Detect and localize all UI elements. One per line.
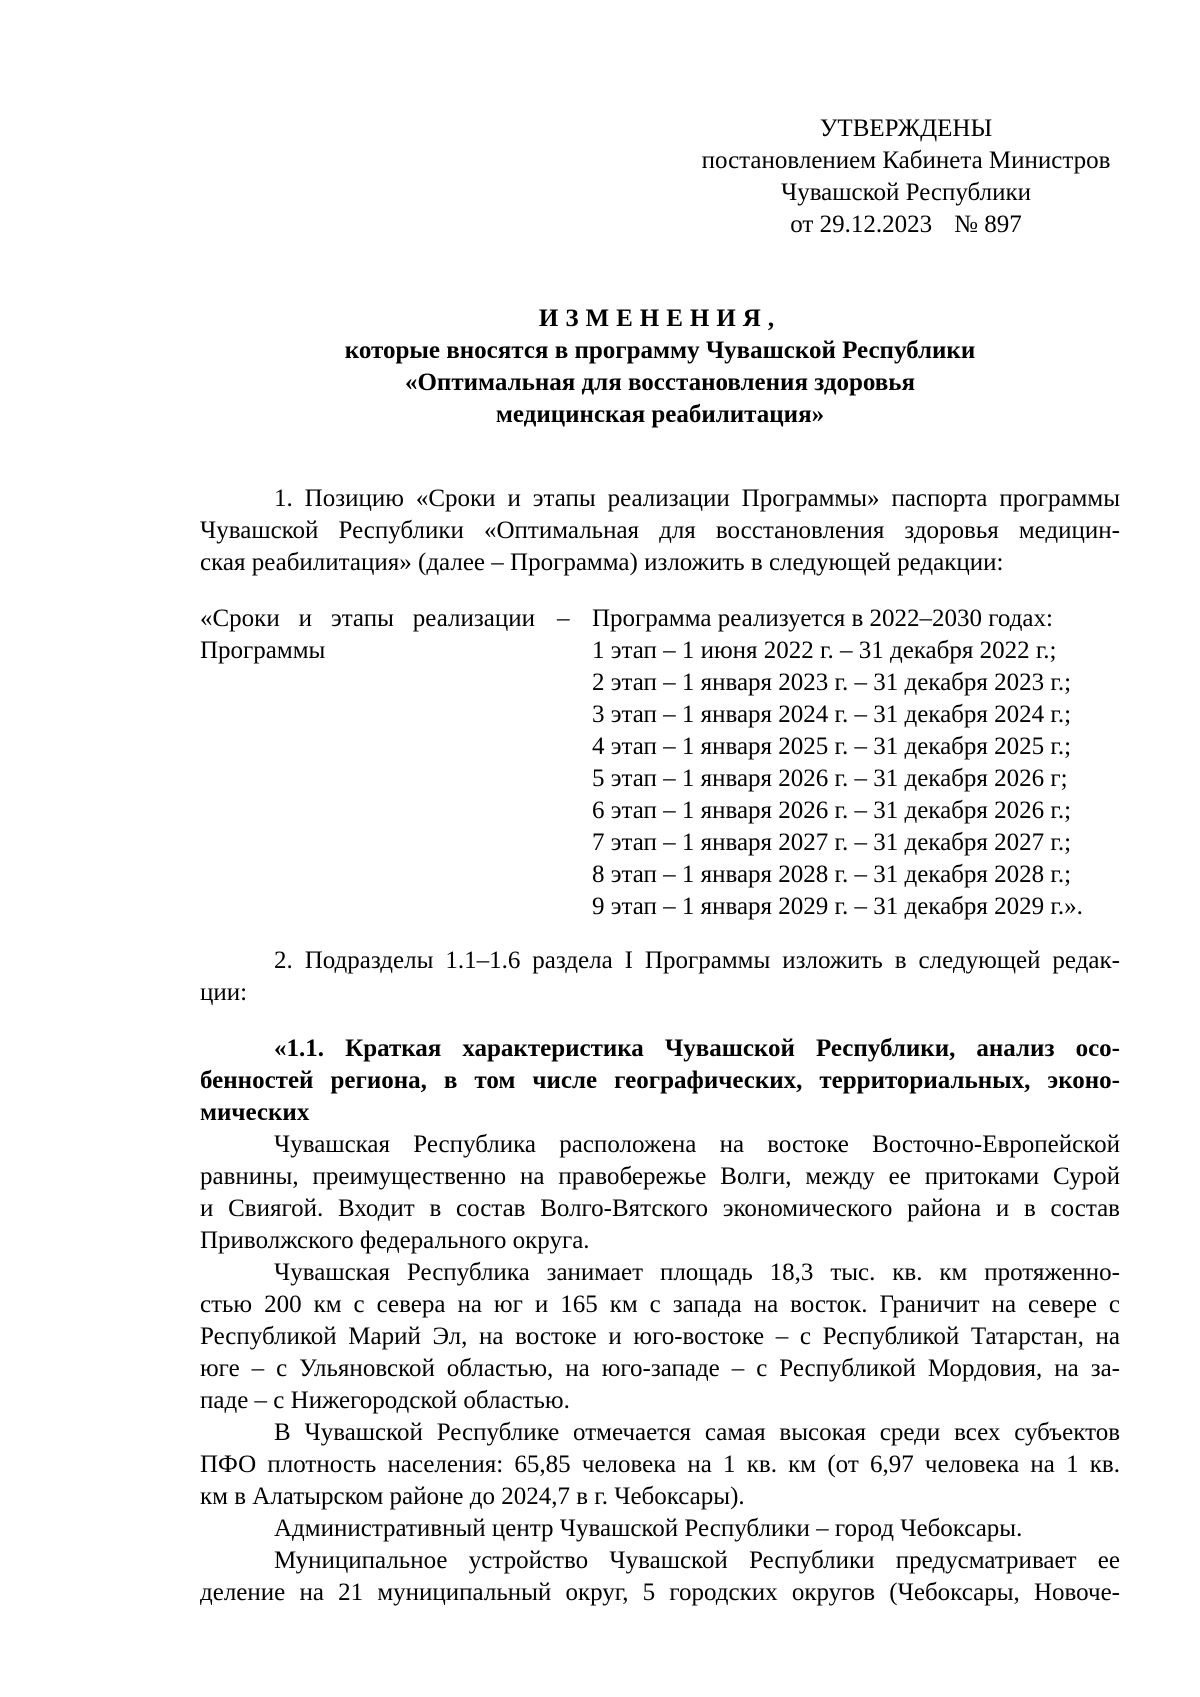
passport-value-8: 8 этап – 1 января 2028 г. – 31 декабря 2028 г.; [592,861,1072,888]
body-line-7: юге – с Ульяновской областью, на юго-западе – с Республикой Мордовия, на за- [200,1355,1120,1382]
passport-value-7: 7 этап – 1 января 2027 г. – 31 декабря 2027 г.; [592,829,1072,856]
passport-value-5: 5 этап – 1 января 2026 г. – 31 декабря 2026 г; [592,765,1068,792]
passport-value-0: Программа реализуется в 2022–2030 годах: [592,605,1053,632]
body-line-0: Чувашская Республика расположена на востоке Восточно-Европейской [274,1131,1120,1158]
passport-value-3: 3 этап – 1 января 2024 г. – 31 декабря 2024 г.; [592,701,1072,728]
approval-line-1: постановлением Кабинета Министров [701,147,1111,174]
title-main: ИЗМЕНЕНИЯ, [538,305,782,332]
body-line-8: паде – с Нижегородской областью. [200,1387,570,1414]
passport-value-6: 6 этап – 1 января 2026 г. – 31 декабря 2026 г.; [592,797,1072,824]
body-line-2: и Свиягой. Входит в состав Волго-Вятского экономического района и в состав [200,1195,1120,1222]
passport-value-2: 2 этап – 1 января 2023 г. – 31 декабря 2023 г.; [592,669,1072,696]
section-heading-line-3: мических [200,1099,310,1126]
body-line-1: равнины, преимущественно на правобережье Волги, между ее притоками Сурой [200,1163,1120,1190]
item-1-line-2: Чувашской Республики «Оптимальная для восстановления здоровья медицин- [200,517,1120,544]
title-line-3: медицинская реабилитация» [495,401,825,428]
passport-value-4: 4 этап – 1 января 2025 г. – 31 декабря 2025 г.; [592,733,1072,760]
approval-number: № 897 [954,211,1022,238]
passport-value-1: 1 этап – 1 июня 2022 г. – 31 декабря 2022 г.; [592,637,1057,664]
approval-heading: УТВЕРЖДЕНЫ [819,115,993,142]
body-line-14: деление на 21 муниципальный округ, 5 городских округов (Чебоксары, Новоче- [200,1579,1120,1606]
title-line-1: которые вносятся в программу Чувашской Республики [344,337,976,364]
item-1-line-3: ская реабилитация» (далее – Программа) изложить в следующей редакции: [200,549,1004,576]
body-line-12: Административный центр Чувашской Республики – город Чебоксары. [274,1515,1023,1542]
title-line-2: «Оптимальная для восстановления здоровья [404,369,916,396]
body-line-6: Республикой Марий Эл, на востоке и юго-востоке – с Республикой Татарстан, на [200,1323,1120,1350]
body-line-3: Приволжского федерального округа. [200,1227,590,1254]
body-line-10: ПФО плотность населения: 65,85 человека на 1 кв. км (от 6,97 человека на 1 кв. [200,1451,1120,1478]
item-1-line-1: 1. Позицию «Сроки и этапы реализации Программы» паспорта программы [274,485,1120,512]
item-2-line-1: 2. Подразделы 1.1–1.6 раздела I Программы изложить в следующей редак- [274,947,1120,974]
body-line-5: стью 200 км с севера на юг и 165 км с запада на восток. Граничит на севере с [200,1291,1120,1318]
passport-label-line-2: Программы [200,637,326,664]
body-line-11: км в Алатырском районе до 2024,7 в г. Чебоксары). [200,1483,745,1510]
approval-line-2: Чувашской Республики [780,179,1032,206]
item-2-line-2: ции: [200,979,248,1006]
section-heading-line-2: бенностей региона, в том числе географических, территориальных, эконо- [200,1067,1120,1094]
section-heading-line-1: «1.1. Краткая характеристика Чувашской Республики, анализ осо- [274,1035,1120,1062]
body-line-4: Чувашская Республика занимает площадь 18,3 тыс. кв. км протяженно- [274,1259,1120,1286]
passport-dash: – [557,605,570,632]
approval-date: от 29.12.2023 [790,211,933,238]
body-line-9: В Чувашской Республике отмечается самая высокая среди всех субъектов [274,1419,1120,1446]
passport-value-9: 9 этап – 1 января 2029 г. – 31 декабря 2029 г.». [592,893,1083,920]
approval-date-line [676,210,1136,240]
passport-label-line-1: «Сроки и этапы реализации [200,605,535,632]
body-line-13: Муниципальное устройство Чувашской Республики предусматривает ее [274,1547,1120,1574]
